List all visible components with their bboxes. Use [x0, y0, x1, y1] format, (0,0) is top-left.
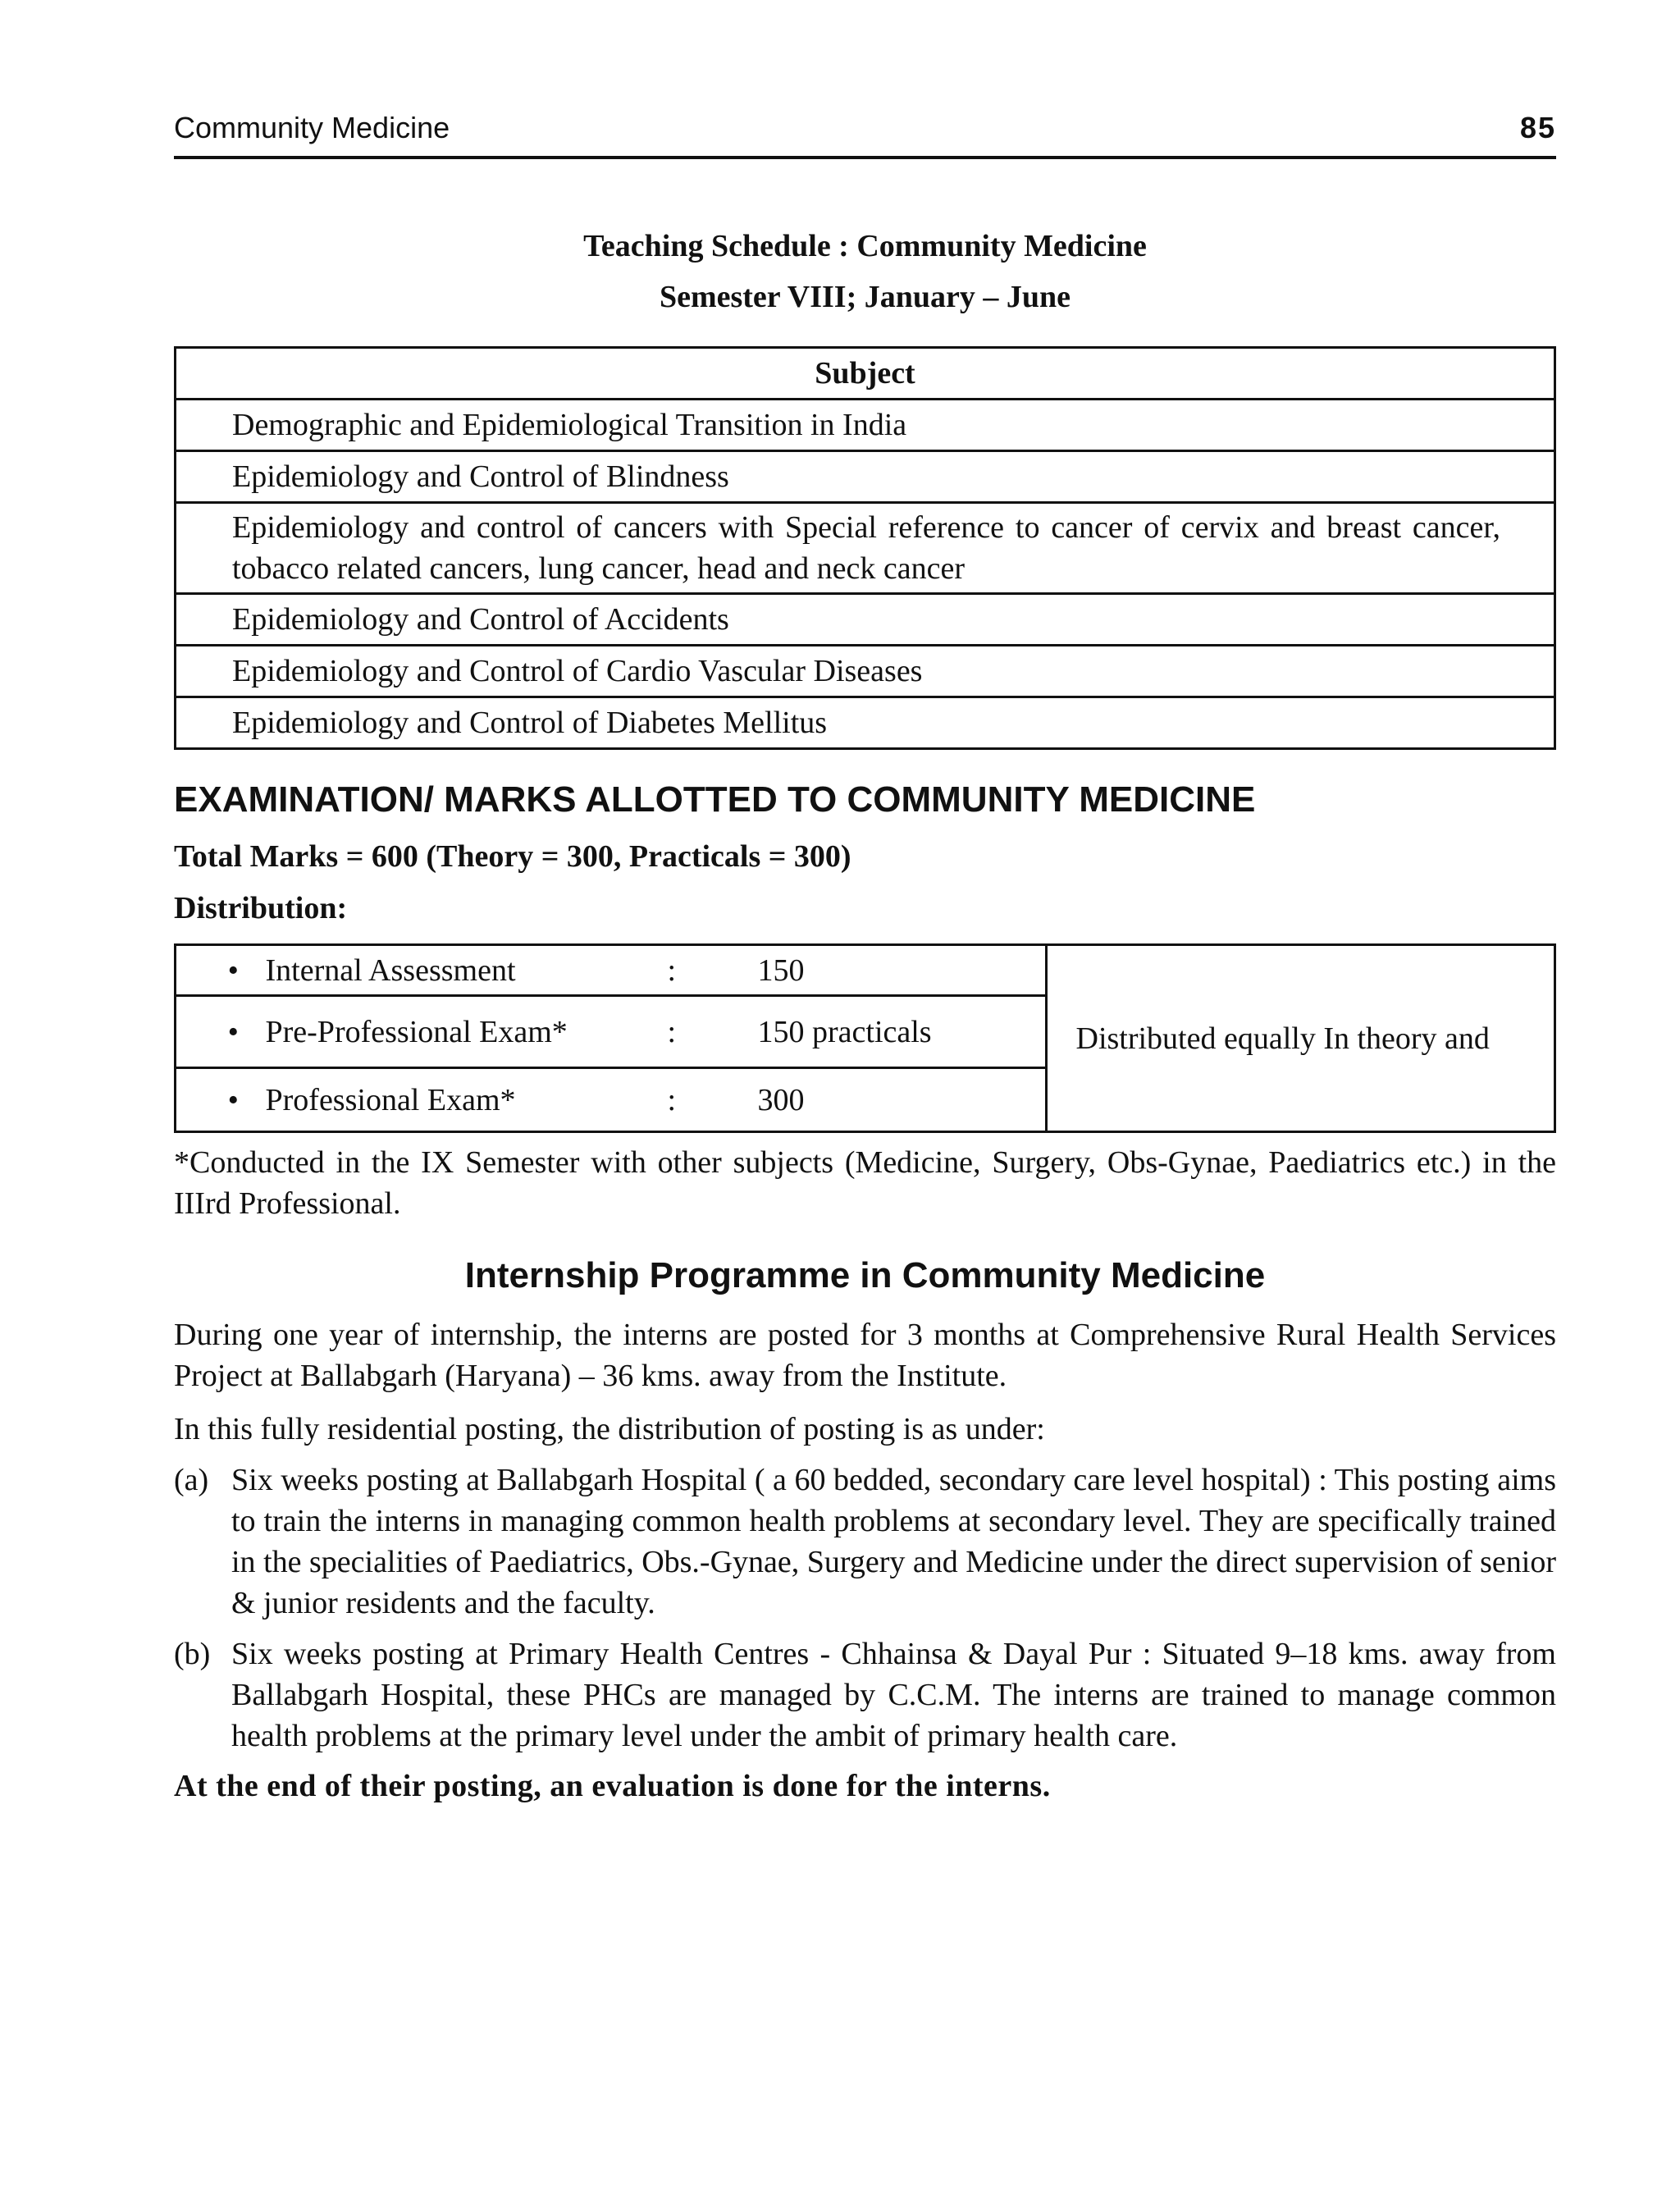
- dist-value: 300: [758, 1068, 1047, 1132]
- list-marker: (a): [174, 1463, 209, 1497]
- dist-separator: :: [668, 945, 758, 996]
- closing-statement: At the end of their posting, an evaluation is done for the interns.: [174, 1769, 1051, 1803]
- subject-cell: Epidemiology and Control of Accidents: [176, 594, 1555, 646]
- schedule-subtitle: Semester VIII; January – June: [659, 280, 1071, 314]
- exam-footnote: *Conducted in the IX Semester with other subjects (Medicine, Surgery, Obs-Gynae, Paediatrics etc.) in the IIIrd Professional.: [174, 1145, 1556, 1221]
- table-row: [176, 945, 1555, 996]
- table-row: [176, 594, 1555, 646]
- table-row: [176, 451, 1555, 503]
- total-marks: Total Marks = 600 (Theory = 300, Practicals = 300): [174, 839, 851, 874]
- bullet: •: [176, 996, 266, 1068]
- subject-cell: Epidemiology and Control of Diabetes Mellitus: [176, 697, 1555, 749]
- bullet: •: [176, 945, 266, 996]
- internship-heading: Internship Programme in Community Medicine: [464, 1255, 1266, 1295]
- running-title: Community Medicine: [174, 111, 450, 144]
- dist-label: Internal Assessment: [266, 945, 668, 996]
- list-marker: (b): [174, 1637, 211, 1671]
- dist-value: 150 practicals: [758, 996, 1047, 1068]
- dist-label: Pre-Professional Exam*: [266, 996, 668, 1068]
- subject-table-header-row: [176, 348, 1555, 400]
- subject-cell: Epidemiology and control of cancers with Special reference to cancer of cervix and breast cancer, tobacco related cancers, lung cancer, head and neck cancer: [176, 503, 1555, 594]
- distribution-label: Distribution:: [174, 891, 348, 925]
- table-row: [176, 400, 1555, 451]
- internship-lead: In this fully residential posting, the distribution of posting is as under:: [174, 1412, 1045, 1446]
- subject-column-header: Subject: [176, 348, 1555, 400]
- subject-cell: Demographic and Epidemiological Transition in India: [176, 400, 1555, 451]
- list-item-text: Six weeks posting at Ballabgarh Hospital ( a 60 bedded, secondary care level hospital) : This posting aims to train the interns in managing common health problems at secondary level. They are specifically trained in the specialities of Paediatrics, Obs.-Gynae, Surgery and Medicine under the direct supervision of senior & junior residents and the faculty.: [231, 1463, 1556, 1620]
- subject-table: [174, 346, 1556, 750]
- list-item-text: Six weeks posting at Primary Health Centres - Chhainsa & Dayal Pur : Situated 9–18 kms. away from Ballabgarh Hospital, these PHCs are managed by C.C.M. The interns are trained to manage common health problems at the primary level under the ambit of primary health care.: [231, 1637, 1556, 1753]
- table-row: [176, 503, 1555, 594]
- schedule-title: Teaching Schedule : Community Medicine: [583, 229, 1147, 263]
- subject-cell: Epidemiology and Control of Blindness: [176, 451, 1555, 503]
- table-row: [176, 646, 1555, 697]
- exam-heading: EXAMINATION/ MARKS ALLOTTED TO COMMUNITY MEDICINE: [174, 779, 1256, 820]
- table-row: [176, 697, 1555, 749]
- dist-label: Professional Exam*: [266, 1068, 668, 1132]
- list-item: [174, 1460, 1556, 1624]
- distribution-table: [174, 943, 1556, 1133]
- running-header: [174, 107, 1556, 159]
- dist-separator: :: [668, 996, 758, 1068]
- dist-value: 150: [758, 945, 1047, 996]
- distribution-note: Distributed equally In theory and: [1046, 945, 1555, 1132]
- bullet: •: [176, 1068, 266, 1132]
- dist-separator: :: [668, 1068, 758, 1132]
- internship-intro: During one year of internship, the interns are posted for 3 months at Comprehensive Rural Health Services Project at Ballabgarh (Haryana) – 36 kms. away from the Institute.: [174, 1318, 1556, 1393]
- page-number: 85: [1519, 111, 1556, 144]
- subject-cell: Epidemiology and Control of Cardio Vascular Diseases: [176, 646, 1555, 697]
- list-item: [174, 1633, 1556, 1757]
